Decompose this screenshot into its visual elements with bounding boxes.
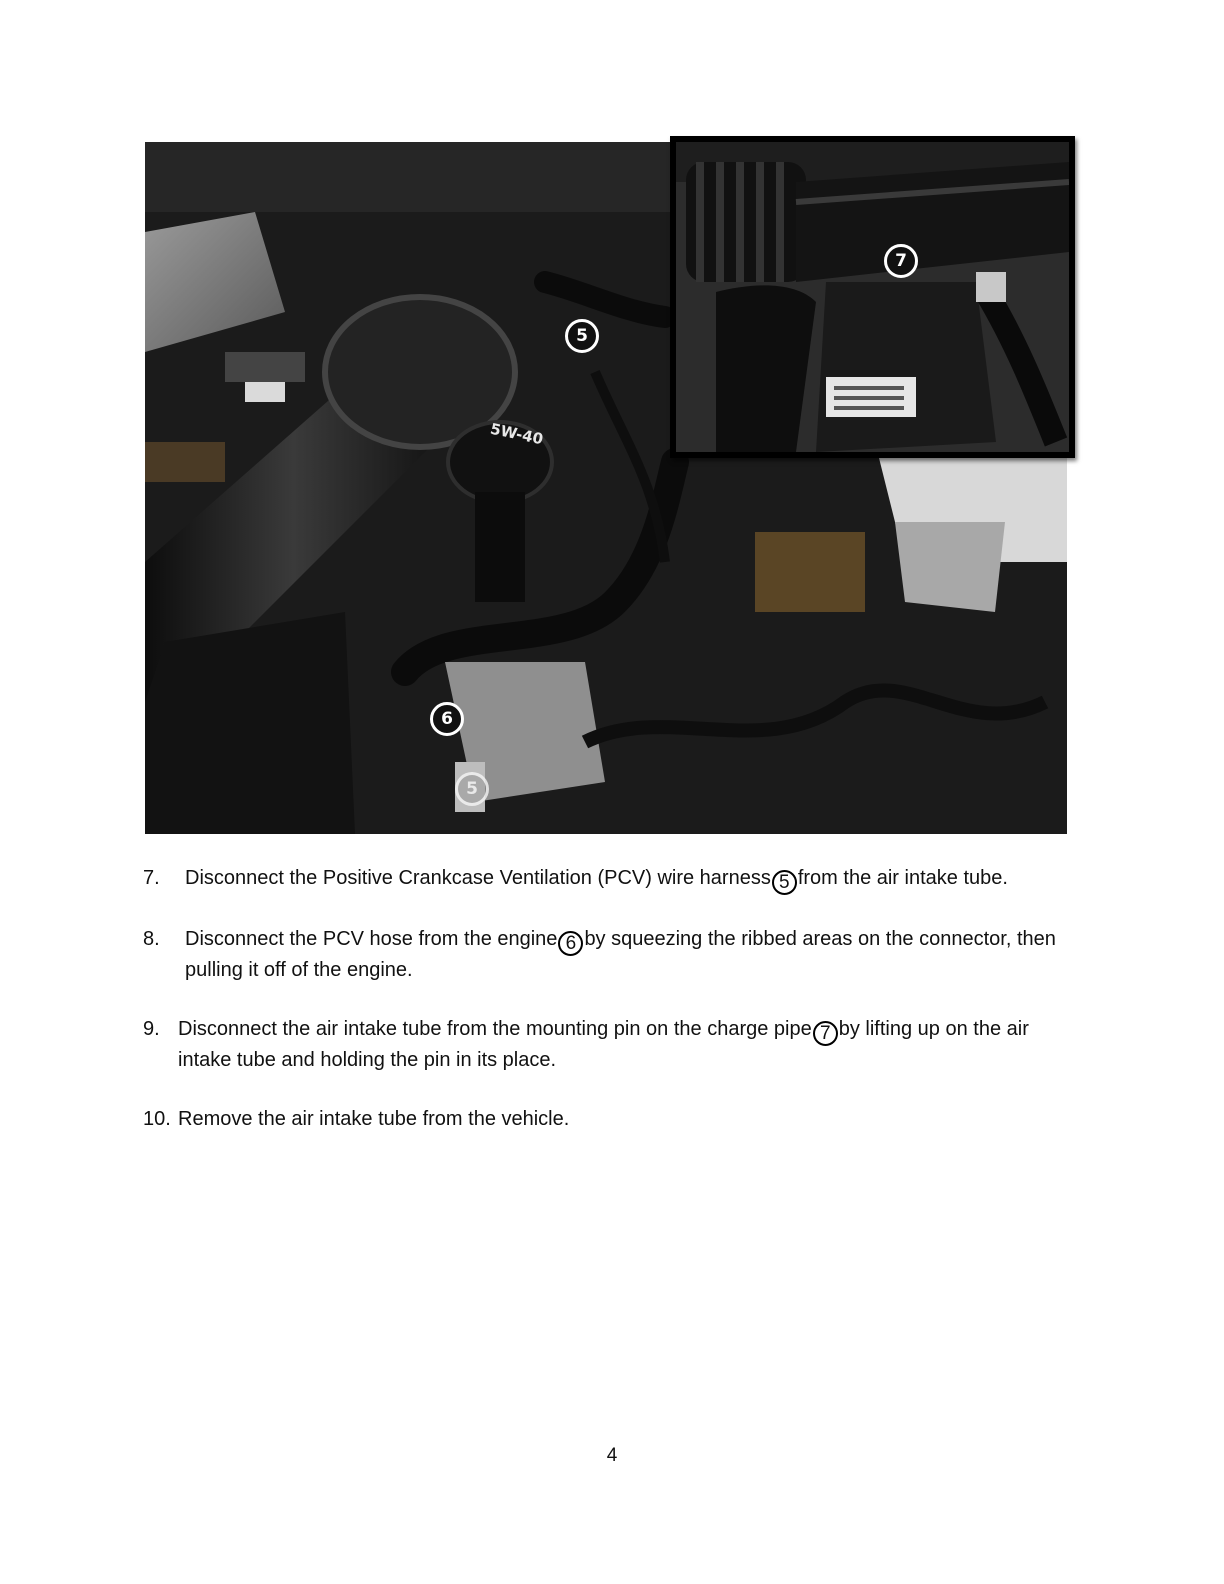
step-text-before: Disconnect the air intake tube from the mounting pin on the charge pipe — [178, 1018, 812, 1040]
callout-7: 7 — [884, 244, 918, 278]
inset-photo — [670, 136, 1075, 458]
step-9 — [143, 1015, 1083, 1075]
inset-photo-drawing — [676, 142, 1069, 452]
step-number: 8. — [143, 928, 160, 950]
step-number: 9. — [143, 1018, 160, 1040]
step-number: 10. — [143, 1108, 171, 1130]
oil-cap-label: 5W-40 — [488, 419, 545, 449]
page-number: 4 — [606, 1445, 618, 1466]
callout-circle-5: 5 — [772, 870, 797, 895]
step-text — [185, 864, 1083, 895]
callout-circle-7: 7 — [813, 1021, 838, 1046]
step-text-after: by lifting up on the air intake tube and holding the pin in its place. — [178, 1018, 1029, 1071]
step-text — [178, 1015, 1083, 1075]
step-text-before: Disconnect the Positive Crankcase Ventilation (PCV) wire harness — [185, 867, 771, 889]
step-text — [185, 925, 1083, 985]
callout-circle-6: 6 — [558, 931, 583, 956]
step-8 — [143, 925, 1083, 985]
instruction-steps — [143, 864, 1083, 1164]
step-7 — [143, 864, 1083, 895]
callout-5: 5 — [565, 319, 599, 353]
step-number: 7. — [143, 867, 160, 889]
bellows-ribs — [686, 162, 806, 282]
step-text-after: by squeezing the ribbed areas on the connector, then pulling it off of the engine. — [185, 928, 1056, 981]
callout-5-connector: 5 — [455, 772, 489, 806]
callout-6: 6 — [430, 702, 464, 736]
step-text-before: Disconnect the PCV hose from the engine — [185, 928, 558, 950]
step-text: Remove the air intake tube from the vehicle. — [178, 1108, 570, 1130]
step-text-after: from the air intake tube. — [797, 867, 1008, 889]
step-10 — [143, 1105, 1083, 1134]
